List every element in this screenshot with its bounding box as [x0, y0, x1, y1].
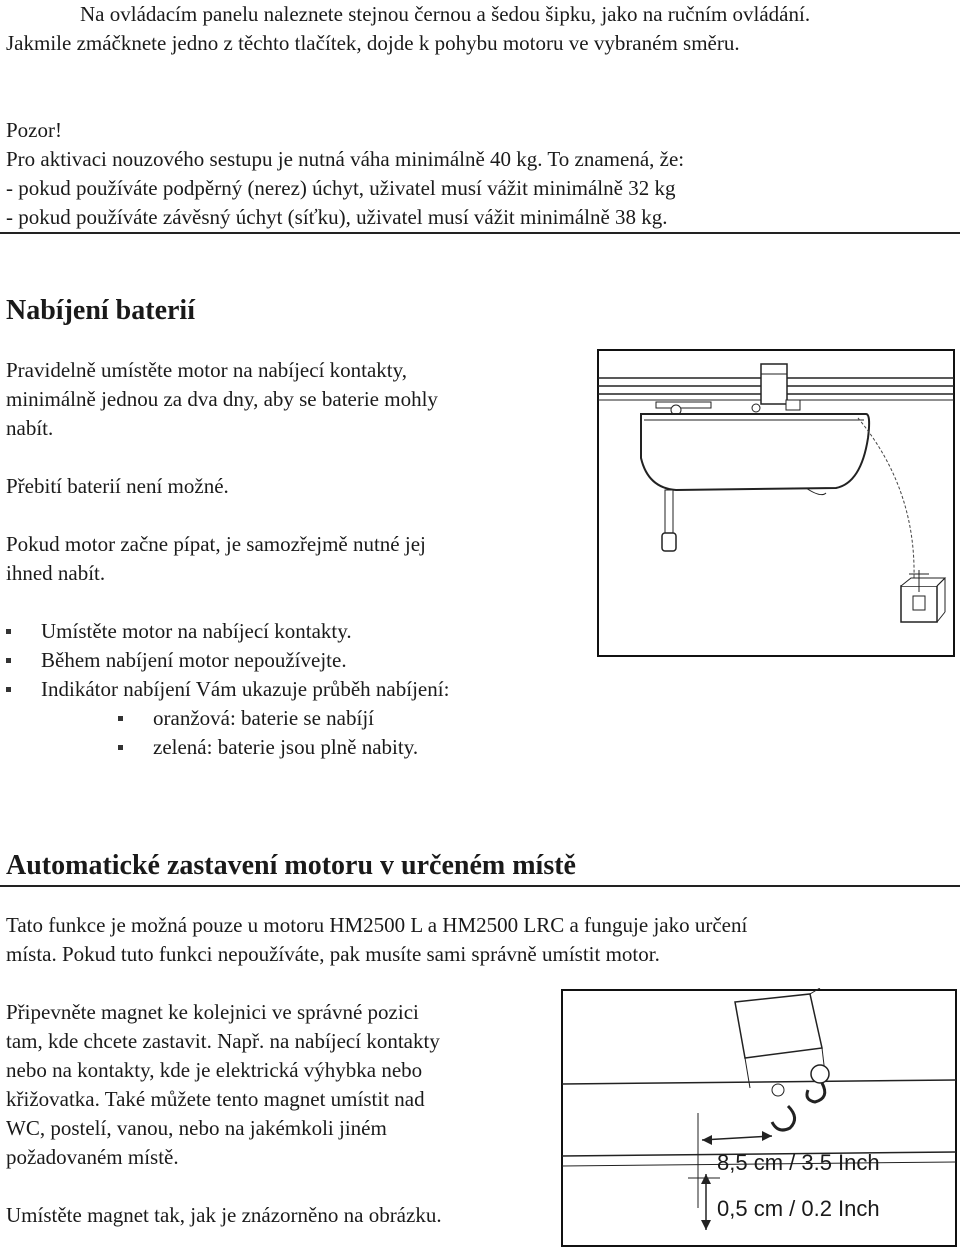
autostop-p2-line-3: nebo na kontakty, kde je elektrická výhybka nebo — [6, 1058, 423, 1082]
bullet-icon — [118, 716, 123, 721]
intro-line-2: Jakmile zmáčknete jedno z těchto tlačítek, dojde k pohybu motoru ve vybraném směru. — [6, 31, 740, 55]
bullet-icon — [6, 658, 11, 663]
dimension-label-1: 8,5 cm / 3.5 Inch — [717, 1150, 880, 1175]
charging-p2: Přebití baterií není možné. — [6, 474, 229, 498]
charging-p3-line-1: Pokud motor začne pípat, je samozřejmě nutné jej — [6, 532, 426, 556]
autostop-p2-line-4: křižovatka. Také můžete tento magnet umístit nad — [6, 1087, 425, 1111]
charging-heading: Nabíjení baterií — [6, 295, 195, 326]
autostop-heading: Automatické zastavení motoru v určeném místě — [6, 850, 576, 881]
charging-p3-line-2: ihned nabít. — [6, 561, 106, 585]
charging-p1-line-3: nabít. — [6, 416, 54, 440]
magnet-placement-figure — [560, 988, 958, 1248]
autostop-p2-line-1: Připevněte magnet ke kolejnici ve správné pozici — [6, 1000, 419, 1024]
autostop-p3: Umístěte magnet tak, jak je znázorněno na obrázku. — [6, 1203, 442, 1227]
bullet-icon — [6, 629, 11, 634]
bullet-icon — [6, 687, 11, 692]
heading-underline — [0, 885, 960, 887]
dimension-label-2: 0,5 cm / 0.2 Inch — [717, 1196, 880, 1221]
motor-charging-figure — [596, 348, 956, 658]
warning-line-3: - pokud používáte závěsný úchyt (síťku), uživatel musí vážit minimálně 38 kg. — [6, 205, 668, 229]
warning-title: Pozor! — [6, 118, 62, 142]
autostop-p1-line-2: místa. Pokud tuto funkci nepoužíváte, pak musíte sami správně umístit motor. — [6, 942, 660, 966]
autostop-p2-line-2: tam, kde chcete zastavit. Např. na nabíjecí kontakty — [6, 1029, 440, 1053]
charging-p1-line-2: minimálně jednou za dva dny, aby se baterie mohly — [6, 387, 438, 411]
bullet-icon — [118, 745, 123, 750]
autostop-p1-line-1: Tato funkce je možná pouze u motoru HM2500 L a HM2500 LRC a funguje jako určení — [6, 913, 748, 937]
warning-line-1: Pro aktivaci nouzového sestupu je nutná váha minimálně 40 kg. To znamená, že: — [6, 147, 685, 171]
warning-line-2: - pokud používáte podpěrný (nerez) úchyt, uživatel musí vážit minimálně 32 kg — [6, 176, 676, 200]
intro-line-1: Na ovládacím panelu naleznete stejnou černou a šedou šipku, jako na ručním ovládání. — [80, 2, 811, 26]
autostop-p2-line-6: požadovaném místě. — [6, 1145, 179, 1169]
charging-p1-line-1: Pravidelně umístěte motor na nabíjecí kontakty, — [6, 358, 408, 382]
autostop-p2-line-5: WC, postelí, vanou, nebo na jakémkoli jiném — [6, 1116, 387, 1140]
section-divider — [0, 232, 960, 234]
